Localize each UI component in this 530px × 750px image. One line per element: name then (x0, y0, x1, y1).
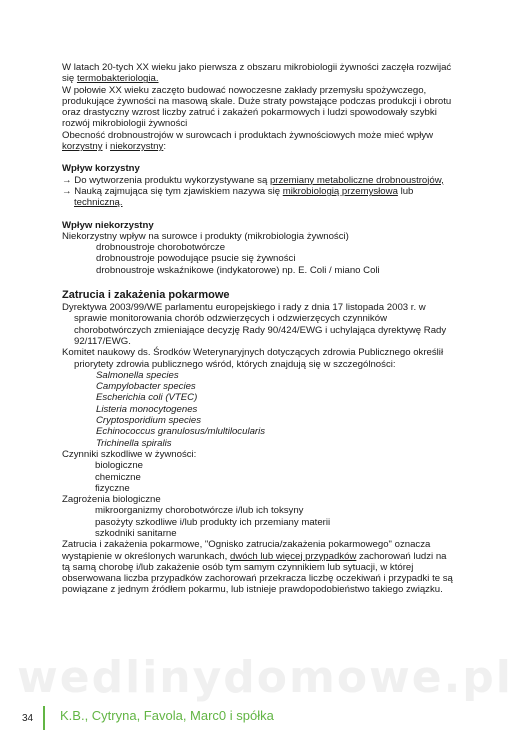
pathogen-item: Echinococcus granulosus/mlultilocularis (96, 426, 266, 438)
page-number: 34 (22, 713, 34, 724)
harmful-item: chemiczne (95, 471, 141, 483)
watermark: wedlinydomowe.pl (17, 652, 513, 703)
para1-line1: W latach 20-tych XX wieku jako pierwsza z obszaru mikrobiologii żywności zaczęła rozwijać (62, 62, 452, 73)
document-body (62, 62, 472, 596)
para3-line2: korzystny i niekorzystny: (62, 141, 166, 153)
bio-item: pasożyty szkodliwe i/lub produkty ich przemiany materii (95, 516, 331, 528)
directive-line4: 92/117/EWG. (74, 335, 131, 347)
para2-line2: produkujące żywności na masową skale. Duże straty powstające podczas produkcji i obrotu (62, 95, 452, 107)
para2-line3: oraz drastyczny wzrost liczby zatruć i zakażeń pokarmowych i ludzi spowodowały szybki (62, 107, 437, 119)
committee-line1: Komitet naukowy ds. Środków Weterynaryjnych dotyczących zdrowia Publicznego określił (62, 347, 444, 359)
final-line4: obserwowana liczba przypadków zachorowań przekracza liczbę oczekiwań i przypadki te są (62, 573, 453, 585)
harmful-item: fizyczne (95, 482, 130, 494)
final-line1: Zatrucia i zakażenia pokarmowe, "Ognisko zatrucia/zakażenia pokarmowego" oznacza (62, 539, 431, 551)
korzystny-item-2-cont: techniczną. (74, 197, 123, 209)
directive-line3: chorobotwórczych zmieniające decyzję Rady 90/424/EWG i uchylająca dyrektywę Rady (74, 324, 447, 336)
korzystny-item-2: → Nauką zajmująca się tym zjawiskiem nazywa się mikrobiologią przemysłowa lub (62, 185, 414, 197)
page-footer (0, 706, 530, 730)
heading-korzystny: Wpływ korzystny (62, 163, 140, 175)
heading-niekorzystny: Wpływ niekorzystny (62, 219, 154, 231)
link-termobakteriologia: termobakteriologia. (76, 73, 159, 85)
bio-title: Zagrożenia biologiczne (62, 494, 161, 506)
para2-line4: rozwój mikrobiologii żywności (62, 118, 188, 130)
para3-line1: Obecność drobnoustrojów w surowcach i produktach żywnościowych może mieć wpływ (62, 129, 434, 141)
bio-item: szkodniki sanitarne (95, 527, 177, 539)
final-line3: tą samą chorobę i/lub zakażenie osób tym samym czynnikiem lub sytuacji, w której (62, 561, 414, 573)
directive-line1: Dyrektywa 2003/99/WE parlamentu europejskiego i rady z dnia 17 listopada 2003 r. w (62, 302, 426, 314)
pathogen-item: Escherichia coli (VTEC) (96, 392, 198, 404)
niekorzystny-item-2: drobnoustroje powodujące psucie się żywności (96, 253, 296, 265)
footer-text: K.B., Cytryna, Favola, Marc0 i spółka (60, 708, 274, 723)
pathogen-item: Listeria monocytogenes (96, 403, 198, 415)
niekorzystny-item-1: drobnoustroje chorobotwórcze (96, 242, 226, 254)
pathogen-item: Trichinella spiralis (96, 437, 172, 449)
pathogen-item: Campylobacter species (96, 381, 196, 393)
bio-item: mikroorganizmy chorobotwórcze i/lub ich toksyny (95, 505, 304, 517)
final-line5: powiązane z jednym źródłem pokarmu, lub istnieje prawdopodobieństwo takiego związku. (62, 584, 443, 596)
niekorzystny-item-3: drobnoustroje wskaźnikowe (indykatorowe) np. E. Coli / miano Coli (96, 264, 380, 276)
para2-line1: W połowie XX wieku zaczęto budować nowoczesne zakłady przemysłu spożywczego, (62, 84, 427, 96)
heading-zatrucia: Zatrucia i zakażenia pokarmowe (62, 289, 230, 302)
final-line2: wystąpienie w określonych warunkach, dwóch lub więcej przypadków zachorowań ludzi na (62, 550, 447, 562)
committee-line2: priorytety zdrowia publicznego wśród, których znajdują się w szczególności: (74, 358, 396, 370)
harmful-title: Czynniki szkodliwe w żywności: (62, 448, 197, 460)
para1-line2: się termobakteriologia. (62, 73, 159, 85)
directive-line2: sprawie monitorowania chorób odzwierzęcych i odzwierzęcych czynników (74, 313, 387, 325)
pathogen-item: Cryptosporidium species (96, 415, 202, 427)
korzystny-item-1: → Do wytworzenia produktu wykorzystywane są przemiany metaboliczne drobnoustrojów, (62, 174, 444, 186)
harmful-item: biologiczne (95, 460, 144, 472)
pathogen-item: Salmonella species (96, 369, 179, 381)
niekorzystny-intro: Niekorzystny wpływ na surowce i produkty (mikrobiologia żywności) (62, 230, 349, 242)
